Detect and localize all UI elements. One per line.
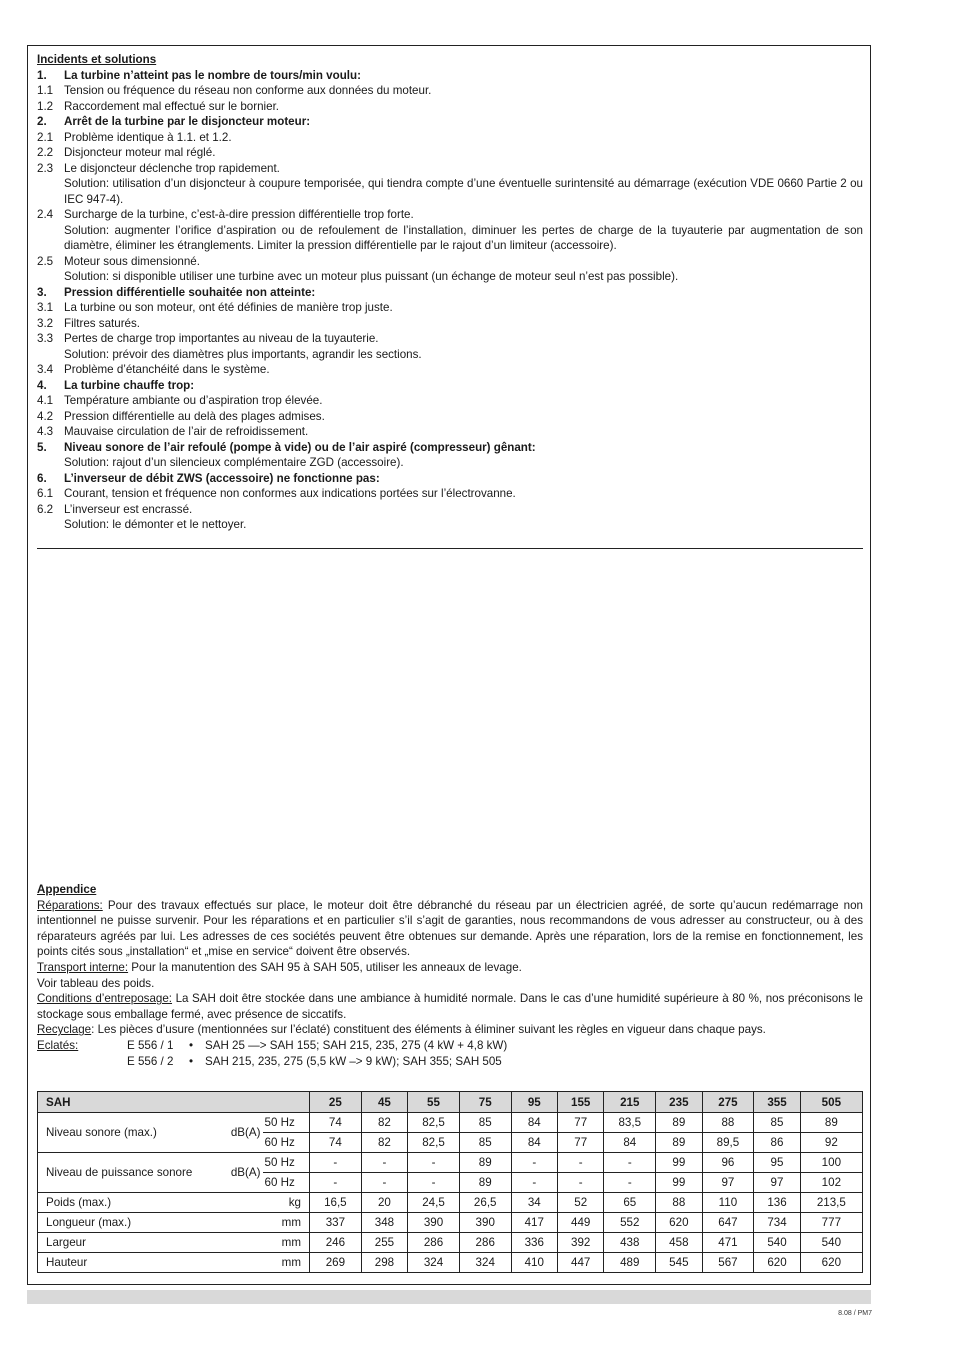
bullet-icon: •: [189, 1054, 194, 1068]
table-row: [38, 1253, 863, 1273]
incident-text: Arrêt de la turbine par le disjoncteur moteur:: [64, 115, 311, 128]
incident-number: 5.: [37, 440, 47, 454]
table-cell: 324: [408, 1253, 460, 1273]
incident-item: [37, 378, 863, 394]
incident-item: [37, 440, 863, 456]
incident-number: 3.: [37, 285, 47, 299]
model-header: 505: [800, 1092, 862, 1113]
table-header-label: SAH: [38, 1092, 310, 1113]
row-frequency: 50 Hz: [263, 1153, 310, 1173]
incidents-section: [37, 52, 863, 533]
incident-solution: [37, 347, 863, 363]
table-cell: 74: [310, 1113, 362, 1133]
incident-number: 1.2: [37, 99, 54, 113]
table-cell: 286: [408, 1233, 460, 1253]
row-label: Niveau de puissance sonore: [38, 1153, 226, 1193]
incident-text: Mauvaise circulation de l’air de refroidissement.: [64, 425, 309, 438]
table-cell: -: [511, 1153, 557, 1173]
incident-item: [37, 409, 863, 425]
incident-item: [37, 114, 863, 130]
incident-number: [37, 223, 64, 254]
table-cell: 84: [511, 1113, 557, 1133]
table-cell: 255: [361, 1233, 407, 1253]
page-frame: [27, 45, 871, 1285]
eclates-row-2: [37, 1054, 863, 1070]
table-cell: 458: [656, 1233, 702, 1253]
recyclage-text: : Les pièces d’usure (mentionnées sur l’éclaté) constituent des éléments à éliminer suivant les règles en vigueur dans chaque pays.: [91, 1023, 766, 1037]
incident-number: 2.4: [37, 208, 54, 221]
table-cell: 734: [754, 1213, 800, 1233]
table-cell: 84: [511, 1133, 557, 1153]
model-header: 275: [702, 1092, 754, 1113]
row-frequency: 60 Hz: [263, 1133, 310, 1153]
incident-text: Niveau sonore de l’air refoulé (pompe à vide) ou de l’air aspiré (compresseur) gênant:: [64, 440, 536, 454]
incident-text: La turbine n’atteint pas le nombre de tours/min voulu:: [64, 68, 361, 82]
incident-item: [37, 68, 863, 84]
model-header: 155: [558, 1092, 604, 1113]
table-cell: 82,5: [408, 1133, 460, 1153]
eclate-text: SAH 215, 235, 275 (5,5 kW –> 9 kW); SAH 355; SAH 505: [205, 1054, 502, 1068]
table-cell: 97: [702, 1173, 754, 1193]
incident-item: [37, 285, 863, 301]
incident-number: 1.1: [37, 84, 54, 97]
incident-item: [37, 502, 863, 518]
incident-text: Température ambiante ou d’aspiration trop élevée.: [64, 394, 323, 407]
model-header: 215: [604, 1092, 656, 1113]
incident-item: [37, 207, 863, 223]
incident-number: 4.2: [37, 409, 54, 423]
incident-number: 3.3: [37, 332, 54, 345]
row-frequency: 60 Hz: [263, 1173, 310, 1193]
eclates-spacer: [37, 1054, 127, 1070]
incident-number: [37, 269, 64, 285]
table-cell: 34: [511, 1193, 557, 1213]
table-row: [38, 1213, 863, 1233]
table-cell: 136: [754, 1193, 800, 1213]
incident-text: Pertes de charge trop importantes au niveau de la tuyauterie.: [64, 332, 379, 345]
reparations-label: Réparations:: [37, 898, 103, 912]
section-divider: [37, 548, 863, 549]
model-header: 235: [656, 1092, 702, 1113]
incident-solution: [37, 176, 863, 207]
table-cell: 26,5: [459, 1193, 511, 1213]
reparations-paragraph: [37, 898, 863, 960]
incident-number: 1.: [37, 68, 47, 82]
table-cell: 348: [361, 1213, 407, 1233]
table-cell: 89: [656, 1113, 702, 1133]
incident-item: [37, 83, 863, 99]
table-row: [38, 1113, 863, 1133]
table-cell: -: [511, 1173, 557, 1193]
transport-text: Pour la manutention des SAH 95 à SAH 505, utiliser les anneaux de levage.: [128, 960, 522, 974]
table-cell: 88: [702, 1113, 754, 1133]
row-unit: dB(A): [226, 1113, 263, 1153]
incident-text: Le disjoncteur déclenche trop rapidement.: [64, 161, 280, 175]
incident-number: 4.1: [37, 394, 54, 407]
incident-number: 2.3: [37, 161, 54, 175]
incident-text: Solution: si disponible utiliser une turbine avec un moteur plus puissant (un échange de moteur seul n’est pas possible).: [64, 270, 679, 283]
table-cell: 74: [310, 1133, 362, 1153]
incident-item: [37, 471, 863, 487]
table-cell: 99: [656, 1173, 702, 1193]
incident-text: Solution: utilisation d’un disjoncteur à coupure temporisée, qui tiendra compte d’une éventuelle surintensité au démarrage (exécution VDE 0660 Partie 2 ou IEC 947-4).: [64, 177, 863, 206]
incident-text: Surcharge de la turbine, c’est-à-dire pression différentielle trop forte.: [64, 208, 414, 221]
table-cell: 410: [511, 1253, 557, 1273]
table-cell: -: [604, 1173, 656, 1193]
row-label: Largeur: [38, 1233, 263, 1253]
footer-code: 8.08 / PM7: [838, 1310, 872, 1317]
row-unit: kg: [263, 1193, 310, 1213]
incident-number: 3.1: [37, 301, 54, 314]
table-cell: 324: [459, 1253, 511, 1273]
table-cell: 540: [800, 1233, 862, 1253]
incident-text: Disjoncteur moteur mal réglé.: [64, 146, 216, 159]
incident-number: [37, 517, 64, 533]
table-row: [38, 1233, 863, 1253]
table-cell: 246: [310, 1233, 362, 1253]
incident-text: Solution: prévoir des diamètres plus importants, agrandir les sections.: [64, 347, 422, 361]
table-cell: -: [558, 1173, 604, 1193]
incident-text: Moteur sous dimensionné.: [64, 254, 200, 268]
incident-text: Filtres saturés.: [64, 316, 141, 330]
table-cell: 100: [800, 1153, 862, 1173]
eclate-text: SAH 25 —> SAH 155; SAH 215, 235, 275 (4 kW + 4,8 kW): [205, 1038, 508, 1052]
incident-text: Pression différentielle au delà des plages admises.: [64, 409, 325, 423]
table-cell: -: [558, 1153, 604, 1173]
table-cell: 102: [800, 1173, 862, 1193]
table-cell: 96: [702, 1153, 754, 1173]
table-cell: 489: [604, 1253, 656, 1273]
incident-number: 3.4: [37, 363, 54, 376]
incident-number: 6.: [37, 471, 47, 485]
incidents-list: [37, 68, 863, 533]
table-cell: 298: [361, 1253, 407, 1273]
table-cell: 647: [702, 1213, 754, 1233]
incident-solution: [37, 269, 863, 285]
incident-number: [37, 347, 64, 363]
incident-text: L’inverseur est encrassé.: [64, 502, 193, 516]
table-cell: 438: [604, 1233, 656, 1253]
table-cell: 449: [558, 1213, 604, 1233]
incident-item: [37, 254, 863, 270]
model-header: 355: [754, 1092, 800, 1113]
table-cell: 552: [604, 1213, 656, 1233]
table-cell: 110: [702, 1193, 754, 1213]
table-cell: 286: [459, 1233, 511, 1253]
model-header: 55: [408, 1092, 460, 1113]
row-unit: dB(A): [226, 1153, 263, 1193]
table-cell: 471: [702, 1233, 754, 1253]
table-cell: 269: [310, 1253, 362, 1273]
row-frequency: 50 Hz: [263, 1113, 310, 1133]
table-cell: 545: [656, 1253, 702, 1273]
incident-text: Courant, tension et fréquence non conformes aux indications portées sur l’électrovanne.: [64, 487, 516, 500]
appendix-title: Appendice: [37, 883, 97, 896]
table-header-row: [38, 1092, 863, 1113]
bullet-icon: •: [189, 1038, 194, 1052]
row-unit: mm: [263, 1253, 310, 1273]
reparations-text: Pour des travaux effectués sur place, le moteur doit être débranché du réseau par un électricien agréé, de sorte qu’aucun redémarrage non intentionnel ne puisse survenir. Pour les réparations et en particulier s’il s’agit de garanties, nous recommandons de vous adresser au constructeur, ou à des réparateurs agréés par lui. Les adresses de ces sociétés peuvent être obtenues sur demande. Après une réparation, lors de la remise en fonctionnement, les points cités sous „installation“ et „mise en service“ doivent être observés.: [37, 898, 863, 959]
table-cell: 82,5: [408, 1113, 460, 1133]
incident-number: 2.2: [37, 146, 54, 159]
table-cell: 82: [361, 1113, 407, 1133]
incident-item: [37, 161, 863, 177]
incident-number: 4.: [37, 378, 47, 392]
incident-text: Pression différentielle souhaitée non atteinte:: [64, 285, 316, 299]
incident-item: [37, 316, 863, 332]
row-label: Niveau sonore (max.): [38, 1113, 226, 1153]
incident-text: Solution: le démonter et le nettoyer.: [64, 518, 247, 531]
transport-note: Voir tableau des poids.: [37, 976, 155, 990]
incident-solution: [37, 517, 863, 533]
table-cell: 85: [459, 1133, 511, 1153]
incident-text: L’inverseur de débit ZWS (accessoire) ne fonctionne pas:: [64, 471, 380, 485]
incident-text: Problème identique à 1.1. et 1.2.: [64, 130, 232, 144]
incident-item: [37, 130, 863, 146]
model-header: 25: [310, 1092, 362, 1113]
incident-number: 2.5: [37, 254, 54, 268]
table-cell: 620: [656, 1213, 702, 1233]
incident-text: La turbine ou son moteur, ont été définies de manière trop juste.: [64, 301, 393, 314]
table-cell: 52: [558, 1193, 604, 1213]
incident-number: 4.3: [37, 425, 54, 438]
conditions-text: La SAH doit être stockée dans une ambiance à humidité normale. Dans le cas d’une humidité supérieure à 80 %, nos préconisons le stockage sous emballage fermé, avec présence de siccatifs.: [37, 992, 863, 1021]
table-cell: 85: [459, 1113, 511, 1133]
incident-text: Problème d’étanchéité dans le système.: [64, 363, 270, 376]
table-cell: 567: [702, 1253, 754, 1273]
table-cell: 89: [459, 1173, 511, 1193]
table-cell: 89: [800, 1113, 862, 1133]
eclate-code: E 556 / 2: [127, 1054, 174, 1068]
incident-item: [37, 362, 863, 378]
incident-solution: [37, 455, 863, 471]
spec-table: [37, 1091, 863, 1273]
table-cell: 84: [604, 1133, 656, 1153]
incidents-title: Incidents et solutions: [37, 53, 157, 66]
eclate-code: E 556 / 1: [127, 1038, 174, 1052]
recyclage-paragraph: [37, 1022, 863, 1038]
transport-label: Transport interne:: [37, 960, 129, 974]
incident-item: [37, 331, 863, 347]
conditions-label: Conditions d’entreposage:: [37, 992, 173, 1006]
model-header: 95: [511, 1092, 557, 1113]
table-cell: 540: [754, 1233, 800, 1253]
table-cell: 777: [800, 1213, 862, 1233]
table-row: [38, 1153, 863, 1173]
table-cell: -: [361, 1173, 407, 1193]
incident-solution: [37, 223, 863, 254]
row-label: Poids (max.): [38, 1193, 263, 1213]
footer-bar: [27, 1290, 871, 1304]
row-unit: mm: [263, 1233, 310, 1253]
incident-number: [37, 455, 64, 471]
table-cell: -: [310, 1153, 362, 1173]
incident-number: [37, 176, 64, 207]
incident-item: [37, 145, 863, 161]
appendix-section: [37, 882, 863, 1069]
table-cell: 89: [459, 1153, 511, 1173]
incident-item: [37, 300, 863, 316]
table-cell: 65: [604, 1193, 656, 1213]
incident-text: Solution: augmenter l’orifice d’aspiration ou de refoulement de l’installation, diminuer les pertes de charge de la tuyauterie par augmentation de son diamètre, éliminer les étranglements. Limiter la pression différentielle par le rajout d’un limiteur (accessoire).: [64, 223, 863, 252]
table-cell: 390: [459, 1213, 511, 1233]
table-cell: 82: [361, 1133, 407, 1153]
table-cell: -: [361, 1153, 407, 1173]
incident-item: [37, 424, 863, 440]
table-cell: 89,5: [702, 1133, 754, 1153]
table-cell: 77: [558, 1133, 604, 1153]
incident-text: Solution: rajout d’un silencieux complémentaire ZGD (accessoire).: [64, 456, 404, 469]
table-cell: 16,5: [310, 1193, 362, 1213]
table-cell: 20: [361, 1193, 407, 1213]
transport-paragraph: [37, 960, 863, 976]
incident-item: [37, 393, 863, 409]
table-cell: -: [408, 1173, 460, 1193]
table-cell: -: [310, 1173, 362, 1193]
table-cell: 77: [558, 1113, 604, 1133]
table-cell: 447: [558, 1253, 604, 1273]
incident-number: 6.2: [37, 502, 54, 516]
table-cell: 620: [754, 1253, 800, 1273]
incident-text: Tension ou fréquence du réseau non conforme aux données du moteur.: [64, 84, 432, 97]
table-cell: 620: [800, 1253, 862, 1273]
table-cell: 97: [754, 1173, 800, 1193]
table-cell: 95: [754, 1153, 800, 1173]
table-cell: 86: [754, 1133, 800, 1153]
table-cell: 24,5: [408, 1193, 460, 1213]
incident-number: 3.2: [37, 316, 54, 330]
recyclage-label: Recyclage: [37, 1023, 92, 1037]
row-label: Longueur (max.): [38, 1213, 263, 1233]
incident-number: 2.: [37, 115, 47, 128]
table-cell: 88: [656, 1193, 702, 1213]
incident-item: [37, 99, 863, 115]
table-cell: -: [408, 1153, 460, 1173]
table-cell: 92: [800, 1133, 862, 1153]
table-cell: 390: [408, 1213, 460, 1233]
table-cell: 85: [754, 1113, 800, 1133]
incident-number: 6.1: [37, 487, 54, 500]
model-header: 75: [459, 1092, 511, 1113]
incident-text: La turbine chauffe trop:: [64, 378, 195, 392]
incident-item: [37, 486, 863, 502]
incident-text: Raccordement mal effectué sur le bornier.: [64, 99, 280, 113]
incident-number: 2.1: [37, 130, 54, 144]
table-cell: 417: [511, 1213, 557, 1233]
eclates-label: Eclatés:: [37, 1038, 79, 1052]
model-header: 45: [361, 1092, 407, 1113]
row-unit: mm: [263, 1213, 310, 1233]
row-label: Hauteur: [38, 1253, 263, 1273]
table-cell: 89: [656, 1133, 702, 1153]
table-row: [38, 1193, 863, 1213]
table-cell: 337: [310, 1213, 362, 1233]
conditions-paragraph: [37, 991, 863, 1022]
table-cell: 336: [511, 1233, 557, 1253]
table-cell: 392: [558, 1233, 604, 1253]
table-cell: 213,5: [800, 1193, 862, 1213]
table-cell: 83,5: [604, 1113, 656, 1133]
eclates-row-1: [37, 1038, 863, 1054]
table-cell: -: [604, 1153, 656, 1173]
table-cell: 99: [656, 1153, 702, 1173]
